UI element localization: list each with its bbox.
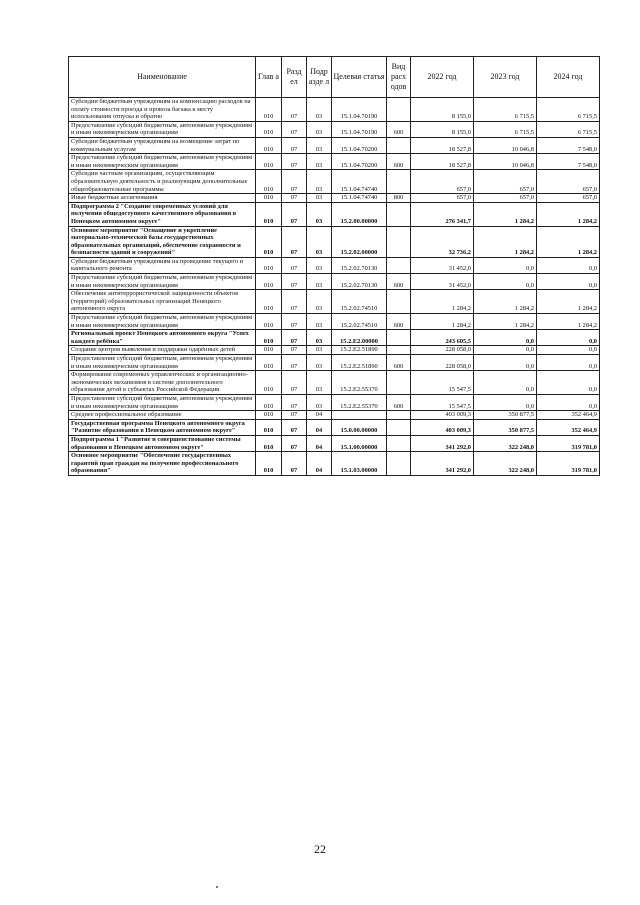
row-name: Предоставление субсидий бюджетным, автономным учреждениям и иным некоммерческим организациям <box>69 355 256 371</box>
row-value-2024: 0,0 <box>537 330 600 346</box>
table-row <box>69 98 600 122</box>
row-target: 15.2.02.74510 <box>332 314 387 330</box>
scan-artifact <box>216 886 218 888</box>
row-vid <box>387 419 411 435</box>
row-podrazdel: 03 <box>307 314 332 330</box>
row-razdel: 07 <box>282 435 307 451</box>
row-vid <box>387 330 411 346</box>
row-target: 15.2.02.70130 <box>332 257 387 273</box>
row-razdel: 07 <box>282 226 307 257</box>
row-vid: 600 <box>387 355 411 371</box>
row-podrazdel: 03 <box>307 137 332 153</box>
row-podrazdel: 03 <box>307 257 332 273</box>
row-podrazdel: 03 <box>307 394 332 410</box>
row-glava: 010 <box>256 355 282 371</box>
row-value-2023: 10 046,8 <box>474 137 537 153</box>
row-razdel: 07 <box>282 419 307 435</box>
row-podrazdel: 03 <box>307 290 332 314</box>
row-name: Иные бюджетные ассигнования <box>69 194 256 203</box>
table-row <box>69 121 600 137</box>
row-target: 15.1.04.70200 <box>332 137 387 153</box>
row-glava: 010 <box>256 257 282 273</box>
row-value-2024: 7 548,0 <box>537 137 600 153</box>
table-row <box>69 290 600 314</box>
row-name: Субсидии бюджетным учреждениям на возмещение затрат по коммунальным услугам <box>69 137 256 153</box>
row-razdel: 07 <box>282 274 307 290</box>
row-value-2023: 1 284,2 <box>474 202 537 226</box>
table-row <box>69 411 600 420</box>
row-value-2024: 1 284,2 <box>537 290 600 314</box>
row-target: 15.1.04.70190 <box>332 98 387 122</box>
table-row <box>69 226 600 257</box>
row-value-2024: 0,0 <box>537 394 600 410</box>
row-name: Основное мероприятие "Оснащение и укрепление материально-технической базы государственных образовательных организаций, обеспечение сохранности и безопасности зданий и сооружений" <box>69 226 256 257</box>
table-row <box>69 137 600 153</box>
row-value-2022: 228 058,0 <box>411 346 474 355</box>
row-glava: 010 <box>256 346 282 355</box>
header-target: Целевая статья <box>332 57 387 98</box>
row-vid <box>387 202 411 226</box>
row-glava: 010 <box>256 121 282 137</box>
row-value-2022: 403 009,3 <box>411 419 474 435</box>
row-value-2024: 0,0 <box>537 257 600 273</box>
row-podrazdel: 04 <box>307 419 332 435</box>
row-glava: 010 <box>256 330 282 346</box>
row-vid <box>387 137 411 153</box>
row-value-2024: 352 464,9 <box>537 419 600 435</box>
row-target: 15.0.00.00000 <box>332 419 387 435</box>
row-glava: 010 <box>256 202 282 226</box>
row-target: 15.2.E2.55370 <box>332 371 387 395</box>
row-podrazdel: 04 <box>307 452 332 476</box>
row-value-2022: 8 155,0 <box>411 98 474 122</box>
row-vid <box>387 98 411 122</box>
row-razdel: 07 <box>282 290 307 314</box>
header-razdel: Разд ел <box>282 57 307 98</box>
row-podrazdel: 03 <box>307 194 332 203</box>
row-name: Формирование современных управленческих и организационно-экономических механизмов в системе дополнительного образования детей в субъектах Российской Федерации <box>69 371 256 395</box>
row-value-2022: 18 527,8 <box>411 154 474 170</box>
header-podrazdel: Подр азде л <box>307 57 332 98</box>
row-name: Подпрограмма 1 "Развитие и совершенствование системы образования в Ненецком автономном округе" <box>69 435 256 451</box>
header-2023: 2023 год <box>474 57 537 98</box>
row-value-2023: 1 284,2 <box>474 226 537 257</box>
row-glava: 010 <box>256 154 282 170</box>
row-value-2022: 18 527,8 <box>411 137 474 153</box>
row-value-2023: 6 715,5 <box>474 121 537 137</box>
row-vid: 800 <box>387 194 411 203</box>
row-target: 15.2.00.00000 <box>332 202 387 226</box>
row-vid <box>387 170 411 194</box>
table-row <box>69 202 600 226</box>
row-target: 15.2.02.00000 <box>332 226 387 257</box>
row-value-2022: 32 736,2 <box>411 226 474 257</box>
row-podrazdel: 03 <box>307 371 332 395</box>
header-name: Наименование <box>69 57 256 98</box>
row-value-2023: 0,0 <box>474 394 537 410</box>
row-podrazdel: 03 <box>307 202 332 226</box>
row-razdel: 07 <box>282 371 307 395</box>
row-razdel: 07 <box>282 452 307 476</box>
row-podrazdel: 04 <box>307 411 332 420</box>
row-name: Субсидии бюджетным учреждениям на компенсацию расходов на оплату стоимости проезда и провоза багажа к месту использования отпуска и обратно <box>69 98 256 122</box>
row-vid <box>387 371 411 395</box>
row-podrazdel: 03 <box>307 346 332 355</box>
row-razdel: 07 <box>282 330 307 346</box>
row-name: Субсидии частным организациям, осуществляющим образовательную деятельность и реализующим дополнительные общеобразовательные программы <box>69 170 256 194</box>
row-name: Обеспечение антитеррористической защищенности объектов (территорий) образовательных организаций Ненецкого автономного округа <box>69 290 256 314</box>
row-value-2024: 319 781,0 <box>537 452 600 476</box>
row-glava: 010 <box>256 290 282 314</box>
table-row <box>69 330 600 346</box>
row-glava: 010 <box>256 170 282 194</box>
row-vid: 600 <box>387 314 411 330</box>
row-value-2023: 657,0 <box>474 194 537 203</box>
row-razdel: 07 <box>282 137 307 153</box>
row-value-2023: 322 248,0 <box>474 435 537 451</box>
table-row <box>69 435 600 451</box>
row-razdel: 07 <box>282 170 307 194</box>
table-row <box>69 452 600 476</box>
row-value-2022: 657,0 <box>411 194 474 203</box>
row-glava: 010 <box>256 394 282 410</box>
row-target: 15.1.04.70190 <box>332 121 387 137</box>
row-value-2022: 31 452,0 <box>411 257 474 273</box>
row-podrazdel: 03 <box>307 98 332 122</box>
table-body <box>69 98 600 476</box>
row-value-2023: 1 284,2 <box>474 314 537 330</box>
header-2022: 2022 год <box>411 57 474 98</box>
row-value-2022: 15 547,5 <box>411 394 474 410</box>
row-value-2024: 0,0 <box>537 274 600 290</box>
row-name: Среднее профессиональное образование <box>69 411 256 420</box>
row-razdel: 07 <box>282 355 307 371</box>
row-podrazdel: 03 <box>307 330 332 346</box>
header-glava: Глав а <box>256 57 282 98</box>
row-value-2023: 0,0 <box>474 346 537 355</box>
row-podrazdel: 04 <box>307 435 332 451</box>
row-value-2024: 6 715,5 <box>537 121 600 137</box>
row-value-2024: 319 781,0 <box>537 435 600 451</box>
row-vid <box>387 435 411 451</box>
row-name: Предоставление субсидий бюджетным, автономным учреждениям и иным некоммерческим организациям <box>69 394 256 410</box>
row-glava: 010 <box>256 314 282 330</box>
row-podrazdel: 03 <box>307 274 332 290</box>
row-vid <box>387 226 411 257</box>
row-podrazdel: 03 <box>307 226 332 257</box>
row-value-2022: 341 292,0 <box>411 452 474 476</box>
row-razdel: 07 <box>282 202 307 226</box>
row-name: Субсидии бюджетным учреждениям на проведение текущего и капитального ремонта <box>69 257 256 273</box>
row-razdel: 07 <box>282 194 307 203</box>
row-value-2022: 1 284,2 <box>411 314 474 330</box>
row-name: Региональный проект Ненецкого автономного округа "Успех каждого ребёнка" <box>69 330 256 346</box>
row-glava: 010 <box>256 194 282 203</box>
row-target: 15.1.04.70200 <box>332 154 387 170</box>
row-value-2024: 657,0 <box>537 170 600 194</box>
row-podrazdel: 03 <box>307 154 332 170</box>
row-razdel: 07 <box>282 411 307 420</box>
row-value-2024: 0,0 <box>537 371 600 395</box>
row-vid <box>387 411 411 420</box>
row-glava: 010 <box>256 411 282 420</box>
row-name: Подпрограмма 2 "Создание современных условий для получения общедоступного качественного образования в Ненецком автономном округе" <box>69 202 256 226</box>
row-value-2024: 6 715,5 <box>537 98 600 122</box>
row-value-2022: 15 547,5 <box>411 371 474 395</box>
row-target: 15.2.E2.55370 <box>332 394 387 410</box>
row-name: Предоставление субсидий бюджетным, автономным учреждениям и иным некоммерческим организациям <box>69 274 256 290</box>
header-2024: 2024 год <box>537 57 600 98</box>
table-row <box>69 371 600 395</box>
row-value-2023: 10 046,8 <box>474 154 537 170</box>
row-glava: 010 <box>256 419 282 435</box>
row-name: Создание центров выявления и поддержки одарённых детей <box>69 346 256 355</box>
table-row <box>69 346 600 355</box>
row-value-2023: 657,0 <box>474 170 537 194</box>
row-value-2023: 350 877,5 <box>474 411 537 420</box>
row-value-2023: 0,0 <box>474 371 537 395</box>
row-value-2022: 31 452,0 <box>411 274 474 290</box>
table-row <box>69 355 600 371</box>
row-value-2023: 0,0 <box>474 330 537 346</box>
row-glava: 010 <box>256 274 282 290</box>
row-razdel: 07 <box>282 98 307 122</box>
row-value-2023: 0,0 <box>474 274 537 290</box>
table-row <box>69 394 600 410</box>
row-glava: 010 <box>256 226 282 257</box>
row-name: Основное мероприятие "Обеспечение государственных гарантий прав граждан на получение профессионального образования" <box>69 452 256 476</box>
row-target: 15.2.02.70130 <box>332 274 387 290</box>
row-value-2024: 657,0 <box>537 194 600 203</box>
table-row <box>69 419 600 435</box>
row-podrazdel: 03 <box>307 170 332 194</box>
budget-table <box>68 56 600 476</box>
row-value-2024: 352 464,9 <box>537 411 600 420</box>
row-glava: 010 <box>256 452 282 476</box>
table-row <box>69 314 600 330</box>
row-name: Государственная программа Ненецкого автономного округа "Развитие образования в Ненецком автономном округе" <box>69 419 256 435</box>
row-vid: 600 <box>387 121 411 137</box>
row-target: 15.2.02.74510 <box>332 290 387 314</box>
table-header-row <box>69 57 600 98</box>
row-glava: 010 <box>256 371 282 395</box>
header-vid: Вид расх одов <box>387 57 411 98</box>
row-razdel: 07 <box>282 314 307 330</box>
page-number: 22 <box>314 842 326 856</box>
row-vid <box>387 452 411 476</box>
table-row <box>69 274 600 290</box>
row-value-2024: 0,0 <box>537 346 600 355</box>
row-name: Предоставление субсидий бюджетным, автономным учреждениям и иным некоммерческим организациям <box>69 154 256 170</box>
row-razdel: 07 <box>282 257 307 273</box>
row-value-2022: 228 058,0 <box>411 355 474 371</box>
row-value-2022: 1 284,2 <box>411 290 474 314</box>
row-value-2023: 1 284,2 <box>474 290 537 314</box>
row-vid: 600 <box>387 394 411 410</box>
row-razdel: 07 <box>282 154 307 170</box>
table-row <box>69 194 600 203</box>
row-value-2023: 0,0 <box>474 257 537 273</box>
row-value-2022: 8 155,0 <box>411 121 474 137</box>
row-target: 15.1.00.00000 <box>332 435 387 451</box>
row-vid <box>387 290 411 314</box>
row-value-2023: 0,0 <box>474 355 537 371</box>
row-name: Предоставление субсидий бюджетным, автономным учреждениям и иным некоммерческим организациям <box>69 121 256 137</box>
row-value-2022: 276 341,7 <box>411 202 474 226</box>
row-value-2023: 6 715,5 <box>474 98 537 122</box>
row-glava: 010 <box>256 435 282 451</box>
row-glava: 010 <box>256 98 282 122</box>
row-glava: 010 <box>256 137 282 153</box>
row-razdel: 07 <box>282 346 307 355</box>
row-value-2022: 341 292,0 <box>411 435 474 451</box>
row-target: 15.1.03.00000 <box>332 452 387 476</box>
row-value-2024: 0,0 <box>537 355 600 371</box>
row-target: 15.2.E2.00000 <box>332 330 387 346</box>
table-row <box>69 257 600 273</box>
row-razdel: 07 <box>282 394 307 410</box>
row-name: Предоставление субсидий бюджетным, автономным учреждениям и иным некоммерческим организациям <box>69 314 256 330</box>
row-value-2023: 350 877,5 <box>474 419 537 435</box>
row-podrazdel: 03 <box>307 121 332 137</box>
row-value-2024: 7 548,0 <box>537 154 600 170</box>
row-razdel: 07 <box>282 121 307 137</box>
row-podrazdel: 03 <box>307 355 332 371</box>
row-value-2022: 243 605,5 <box>411 330 474 346</box>
row-target: 15.2.E2.51890 <box>332 355 387 371</box>
row-value-2022: 403 009,3 <box>411 411 474 420</box>
row-value-2024: 1 284,2 <box>537 226 600 257</box>
table-row <box>69 170 600 194</box>
row-vid <box>387 346 411 355</box>
row-vid <box>387 257 411 273</box>
row-target <box>332 411 387 420</box>
row-value-2023: 322 248,0 <box>474 452 537 476</box>
row-value-2022: 657,0 <box>411 170 474 194</box>
row-value-2024: 1 284,2 <box>537 202 600 226</box>
row-target: 15.1.04.74740 <box>332 194 387 203</box>
row-vid: 600 <box>387 274 411 290</box>
table-row <box>69 154 600 170</box>
row-target: 15.1.04.74740 <box>332 170 387 194</box>
row-target: 15.2.E2.51890 <box>332 346 387 355</box>
row-vid: 600 <box>387 154 411 170</box>
row-value-2024: 1 284,2 <box>537 314 600 330</box>
